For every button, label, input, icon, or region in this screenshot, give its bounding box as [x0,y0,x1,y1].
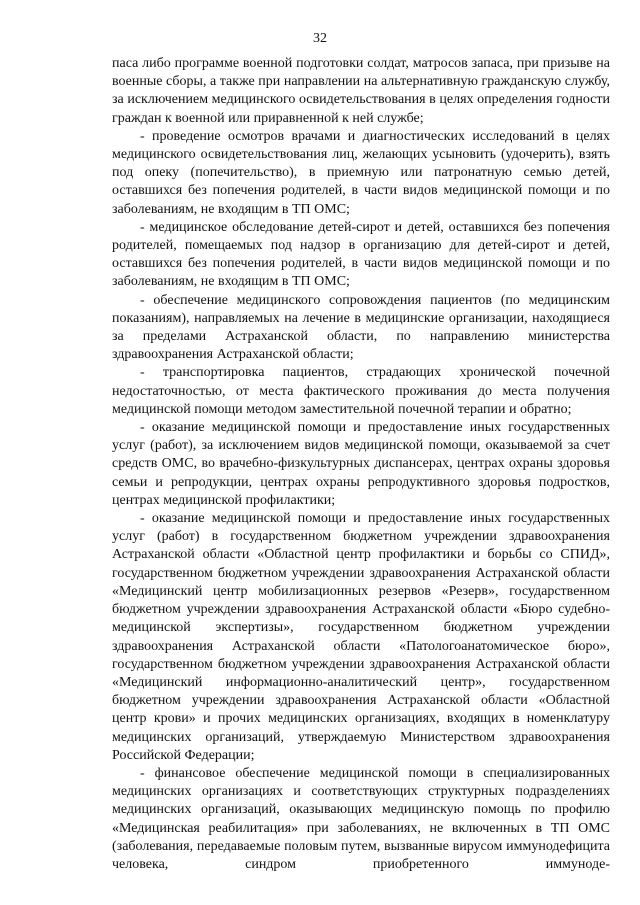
document-body [112,55,610,874]
paragraph-state-institutions: - оказание медицинской помощи и предоставление иных государственных услуг (работ) в государственном бюджетном учреждении здравоохранения Астраханской области «Областной центр профилактики и борьбы со СПИД», государственном бюджетном учреждении здравоохранения Астраханской области «Медицинский центр мобилизационных резервов «Резерв», государственном бюджетном учреждении здравоохранения Астраханской области «Бюро судебно-медицинской экспертизы», государственном бюджетном учреждении здравоохранения Астраханской области «Патологоанатомическое бюро», государственном бюджетном учреждении здравоохранения Астраханской области «Медицинский информационно-аналитический центр», государственном бюджетном учреждении здравоохранения Астраханской области «Областной центр крови» и прочих медицинских организациях, входящих в номенклатуру медицинских организаций, утверждаемую Министерством здравоохранения Российской Федерации; [112,511,610,763]
paragraph-dispensaries: - оказание медицинской помощи и предоставление иных государственных услуг (работ), за исключением видов медицинской помощи, оказываемой за счет средств ОМС, во врачебно-физкультурных диспансерах, центрах охраны здоровья семьи и репродукции, центрах охраны репродуктивного здоровья подростков, центрах медицинской профилактики; [112,420,610,508]
paragraph-dialysis-transport: - транспортировка пациентов, страдающих хронической почечной недостаточностью, от места фактического проживания до места получения медицинской помощи методом заместительной почечной терапии и обратно; [112,365,610,417]
paragraph-continuation: паса либо программе военной подготовки солдат, матросов запаса, при призыве на военные сборы, а также при направлении на альтернативную гражданскую службу, за исключением медицинского освидетельствования в целях определения годности граждан к военной или приравненной к ней службе; [112,56,610,126]
paragraph-rehabilitation-funding: - финансовое обеспечение медицинской помощи в специализированных медицинских организациях и соответствующих структурных подразделениях медицинских организаций, оказывающих медицинскую помощь по профилю «Медицинская реабилитация» при заболеваниях, не включенных в ТП ОМС (заболевания, передаваемые половым путем, вызванные вирусом иммунодефицита человека, синдром приобретенного иммуноде- [112,765,610,872]
paragraph-orphans-examination: - медицинское обследование детей-сирот и детей, оставшихся без попечения родителей, помещаемых под надзор в организацию для детей-сирот и детей, оставшихся без попечения родителей, в части видов медицинской помощи и по заболеваниям, не входящим в ТП ОМС; [112,219,610,290]
paragraph-medical-exams-adoption: - проведение осмотров врачами и диагностических исследований в целях медицинского освидетельствования лиц, желающих усыновить (удочерить), взять под опеку (попечительство), в приемную или патронатную семью детей, оставшихся без попечения родителей, в части видов медицинской помощи и по заболеваниям, не входящим в ТП ОМС; [112,128,610,217]
page-number: 32 [313,31,327,46]
paragraph-patient-escort: - обеспечение медицинского сопровождения пациентов (по медицинским показаниям), направляемых на лечение в медицинские организации, находящиеся за пределами Астраханской области, по направлению министерства здравоохранения Астраханской области; [112,292,610,363]
